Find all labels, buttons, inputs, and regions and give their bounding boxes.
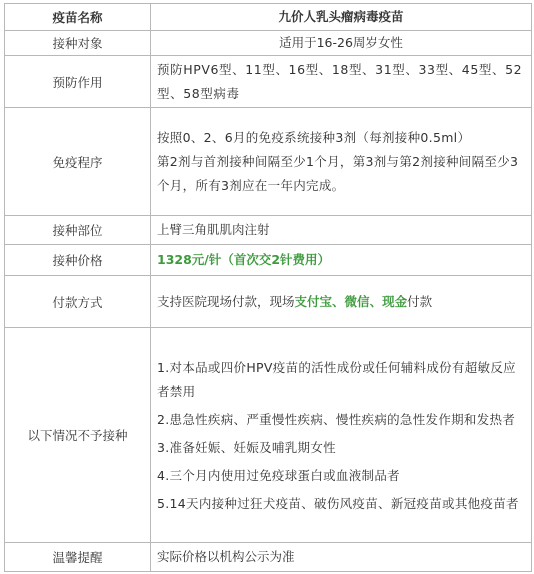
table-header-row — [5, 4, 532, 31]
price-label: 接种价格 — [5, 245, 151, 276]
payment-wechat: 微信 — [344, 293, 370, 309]
schedule-value — [151, 108, 532, 216]
row-payment — [5, 276, 532, 328]
payment-label: 付款方式 — [5, 276, 151, 328]
payment-prefix: 支持医院现场付款，现场 — [157, 293, 295, 309]
payment-alipay: 支付宝 — [294, 293, 333, 309]
contraindication-item: 2.患急性疾病、严重慢性疾病、慢性疾病的急性发作期和发热者 — [157, 412, 516, 427]
contraindication-item: 5.14天内接种过狂犬疫苗、破伤风疫苗、新冠疫苗或其他疫苗者 — [157, 496, 519, 511]
row-contraindications — [5, 328, 532, 543]
schedule-paragraph-1: 按照0、2、6月的免疫系统接种3剂（每剂接种0.5ml） — [157, 129, 471, 145]
row-target — [5, 31, 532, 56]
note-value: 实际价格以机构公示为准 — [151, 543, 532, 572]
row-schedule — [5, 108, 532, 216]
prevention-label: 预防作用 — [5, 56, 151, 108]
contraindication-item: 4.三个月内使用过免疫球蛋白或血液制品者 — [157, 468, 400, 483]
schedule-paragraph-2: 第2剂与首剂接种间隔至少1个月，第3剂与第2剂接种间隔至少3个月，所有3剂应在一年内完成。 — [157, 153, 519, 193]
price-value: 1328元/针（首次交2针费用） — [151, 245, 532, 276]
payment-separator-1: 、 — [332, 293, 345, 309]
contraindication-item: 1.对本品或四价HPV疫苗的活性成份或任何辅料成份有超敏反应者禁用 — [157, 360, 516, 399]
note-label: 温馨提醒 — [5, 543, 151, 572]
header-vaccine-name-value: 九价人乳头瘤病毒疫苗 — [151, 4, 532, 31]
row-site — [5, 216, 532, 245]
contraindications-list — [151, 328, 532, 543]
payment-value — [151, 276, 532, 328]
schedule-label: 免疫程序 — [5, 108, 151, 216]
target-value: 适用于16-26周岁女性 — [151, 31, 532, 56]
payment-suffix: 付款 — [407, 293, 433, 309]
row-prevention — [5, 56, 532, 108]
prevention-value: 预防HPV6型、11型、16型、18型、31型、33型、45型、52型、58型病毒 — [151, 56, 532, 108]
row-price — [5, 245, 532, 276]
header-vaccine-name-label: 疫苗名称 — [5, 4, 151, 31]
site-label: 接种部位 — [5, 216, 151, 245]
site-value: 上臂三角肌肌肉注射 — [151, 216, 532, 245]
target-label: 接种对象 — [5, 31, 151, 56]
contraindication-item: 3.准备妊娠、妊娠及哺乳期女性 — [157, 440, 336, 455]
contraindications-label: 以下情况不予接种 — [5, 328, 151, 543]
payment-cash: 现金 — [382, 293, 408, 309]
row-note — [5, 543, 532, 572]
payment-separator-2: 、 — [369, 293, 383, 309]
vaccine-info-table — [4, 3, 532, 572]
